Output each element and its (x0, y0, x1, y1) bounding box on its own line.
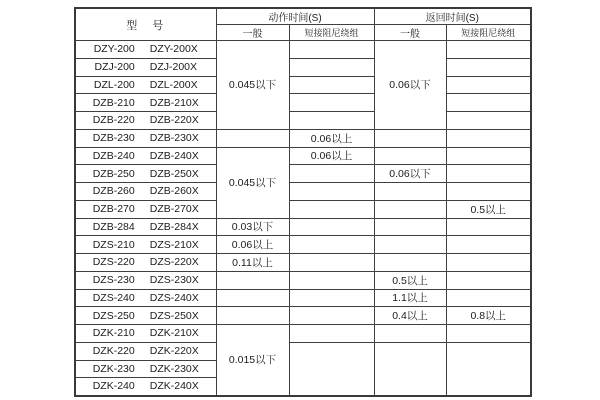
model-cell (75, 112, 216, 130)
return_damping-cell: 0.5以上 (446, 200, 531, 218)
return_damping-cell (446, 165, 531, 183)
table-row (75, 58, 531, 76)
model-x-variant: DZS-220X (149, 256, 199, 269)
action_damping-cell (289, 200, 374, 218)
action_damping-cell (289, 58, 374, 76)
table-row (75, 218, 531, 236)
action_general-cell: 0.06以上 (216, 236, 289, 254)
return_general-cell (374, 342, 446, 395)
return_general-cell (374, 254, 446, 272)
model-pair (76, 132, 216, 144)
return_damping-cell (446, 58, 531, 76)
action_damping-cell (289, 183, 374, 201)
model-base: DZS-210 (92, 238, 135, 251)
model-cell (75, 200, 216, 218)
model-pair (76, 239, 216, 251)
model-pair (76, 380, 216, 392)
action_general-cell (216, 271, 289, 289)
table-header (75, 8, 531, 41)
table-row (75, 342, 531, 360)
model-cell (75, 147, 216, 165)
model-x-variant: DZS-240X (149, 291, 199, 304)
action_damping-cell (289, 236, 374, 254)
table-row (75, 165, 531, 183)
model-pair (76, 79, 216, 91)
model-x-variant: DZK-240X (149, 380, 199, 393)
return_damping-cell (446, 218, 531, 236)
return-time-group-header: 返回时间(S) (374, 8, 531, 25)
return_damping-cell (446, 325, 531, 343)
return_damping-cell: 0.8以上 (446, 307, 531, 325)
model-base: DZB-250 (92, 167, 135, 180)
action-general-subheader: 一般 (216, 25, 289, 41)
return_general-cell (374, 325, 446, 343)
return_damping-cell (446, 147, 531, 165)
table-row (75, 271, 531, 289)
table-row (75, 289, 531, 307)
model-x-variant: DZB-210X (149, 96, 199, 109)
model-x-variant: DZS-230X (149, 274, 199, 287)
model-x-variant: DZB-240X (149, 149, 199, 162)
table-row (75, 200, 531, 218)
table-body (75, 41, 531, 396)
model-pair (76, 256, 216, 268)
action_general-cell (216, 289, 289, 307)
return_general-cell (374, 200, 446, 218)
table-row (75, 325, 531, 343)
model-x-variant: DZB-260X (149, 185, 199, 198)
return_general-cell: 0.5以上 (374, 271, 446, 289)
return_damping-cell (446, 254, 531, 272)
model-base: DZB-220 (92, 114, 135, 127)
return-damping-subheader: 短接阻尼绕组 (446, 25, 531, 41)
model-column-header: 型 号 (75, 8, 216, 41)
action_damping-cell (289, 94, 374, 112)
model-x-variant: DZB-250X (149, 167, 199, 180)
return_damping-cell (446, 129, 531, 147)
model-pair (76, 363, 216, 375)
model-x-variant: DZY-200X (149, 43, 198, 56)
table-row (75, 147, 531, 165)
action_damping-cell (289, 218, 374, 236)
model-pair (76, 345, 216, 357)
model-pair (76, 221, 216, 233)
model-base: DZJ-200 (94, 61, 135, 74)
action_general-cell: 0.045以下 (216, 41, 289, 130)
return_damping-cell (446, 289, 531, 307)
model-pair (76, 203, 216, 215)
spec-table (74, 7, 532, 397)
model-pair (76, 274, 216, 286)
return_general-cell: 0.06以下 (374, 41, 446, 130)
model-cell (75, 165, 216, 183)
return_general-cell (374, 183, 446, 201)
model-pair (76, 292, 216, 304)
model-x-variant: DZK-210X (149, 327, 199, 340)
action_damping-cell (289, 41, 374, 59)
action_damping-cell (289, 271, 374, 289)
model-pair (76, 168, 216, 180)
action_general-cell: 0.11以上 (216, 254, 289, 272)
return_general-cell (374, 129, 446, 147)
model-x-variant: DZJ-200X (149, 61, 198, 74)
model-pair (76, 150, 216, 162)
action_damping-cell (289, 165, 374, 183)
model-base: DZL-200 (93, 78, 135, 91)
return_damping-cell (446, 342, 531, 395)
action_general-cell (216, 129, 289, 147)
model-base: DZS-240 (92, 291, 135, 304)
model-cell (75, 289, 216, 307)
model-x-variant: DZL-200X (149, 78, 198, 91)
model-base: DZB-210 (92, 96, 135, 109)
model-cell (75, 342, 216, 360)
model-x-variant: DZS-250X (149, 309, 199, 322)
return_damping-cell (446, 94, 531, 112)
return_damping-cell (446, 236, 531, 254)
model-x-variant: DZB-284X (149, 220, 199, 233)
model-base: DZB-260 (92, 185, 135, 198)
model-x-variant: DZS-210X (149, 238, 199, 251)
action_damping-cell (289, 76, 374, 94)
action_damping-cell (289, 342, 374, 395)
return_damping-cell (446, 271, 531, 289)
model-base: DZK-230 (92, 362, 135, 375)
action_damping-cell (289, 289, 374, 307)
return_general-cell (374, 147, 446, 165)
action_general-cell: 0.015以下 (216, 325, 289, 396)
return_damping-cell (446, 112, 531, 130)
model-x-variant: DZB-220X (149, 114, 199, 127)
model-base: DZK-210 (92, 327, 135, 340)
action_damping-cell: 0.06以上 (289, 147, 374, 165)
model-base: DZB-230 (92, 132, 135, 145)
table-row (75, 236, 531, 254)
return-general-subheader: 一般 (374, 25, 446, 41)
return_general-cell: 0.4以上 (374, 307, 446, 325)
action_damping-cell (289, 254, 374, 272)
model-cell (75, 129, 216, 147)
table-row (75, 41, 531, 59)
model-pair (76, 310, 216, 322)
action-damping-subheader: 短接阻尼绕组 (289, 25, 374, 41)
model-pair (76, 61, 216, 73)
model-base: DZK-240 (92, 380, 135, 393)
model-base: DZS-220 (92, 256, 135, 269)
action_damping-cell (289, 112, 374, 130)
model-base: DZS-250 (92, 309, 135, 322)
action-time-group-header: 动作时间(S) (216, 8, 374, 25)
action_damping-cell (289, 325, 374, 343)
return_general-cell (374, 236, 446, 254)
return_damping-cell (446, 41, 531, 59)
model-cell (75, 360, 216, 378)
model-x-variant: DZK-230X (149, 362, 199, 375)
model-base: DZY-200 (93, 43, 135, 56)
model-base: DZB-284 (92, 220, 135, 233)
model-cell (75, 218, 216, 236)
model-cell (75, 183, 216, 201)
model-pair (76, 185, 216, 197)
return_general-cell: 0.06以下 (374, 165, 446, 183)
return_damping-cell (446, 183, 531, 201)
action_damping-cell: 0.06以上 (289, 129, 374, 147)
model-x-variant: DZB-270X (149, 203, 199, 216)
model-pair (76, 97, 216, 109)
model-cell (75, 378, 216, 396)
model-cell (75, 307, 216, 325)
action_damping-cell (289, 307, 374, 325)
model-pair (76, 43, 216, 55)
model-base: DZB-240 (92, 149, 135, 162)
table-row (75, 94, 531, 112)
model-pair (76, 327, 216, 339)
model-base: DZK-220 (92, 345, 135, 358)
table-row (75, 183, 531, 201)
return_damping-cell (446, 76, 531, 94)
model-cell (75, 94, 216, 112)
model-cell (75, 58, 216, 76)
model-x-variant: DZK-220X (149, 345, 199, 358)
model-cell (75, 41, 216, 59)
model-cell (75, 254, 216, 272)
action_general-cell: 0.03以下 (216, 218, 289, 236)
header-row-groups (75, 8, 531, 25)
table-row (75, 112, 531, 130)
model-base: DZS-230 (92, 274, 135, 287)
table-row (75, 307, 531, 325)
model-x-variant: DZB-230X (149, 132, 199, 145)
action_general-cell: 0.045以下 (216, 147, 289, 218)
return_general-cell: 1.1以上 (374, 289, 446, 307)
model-cell (75, 236, 216, 254)
table-row (75, 76, 531, 94)
return_general-cell (374, 218, 446, 236)
table-row (75, 254, 531, 272)
model-cell (75, 325, 216, 343)
table-row (75, 129, 531, 147)
model-base: DZB-270 (92, 203, 135, 216)
action_general-cell (216, 307, 289, 325)
model-cell (75, 271, 216, 289)
model-pair (76, 114, 216, 126)
model-cell (75, 76, 216, 94)
